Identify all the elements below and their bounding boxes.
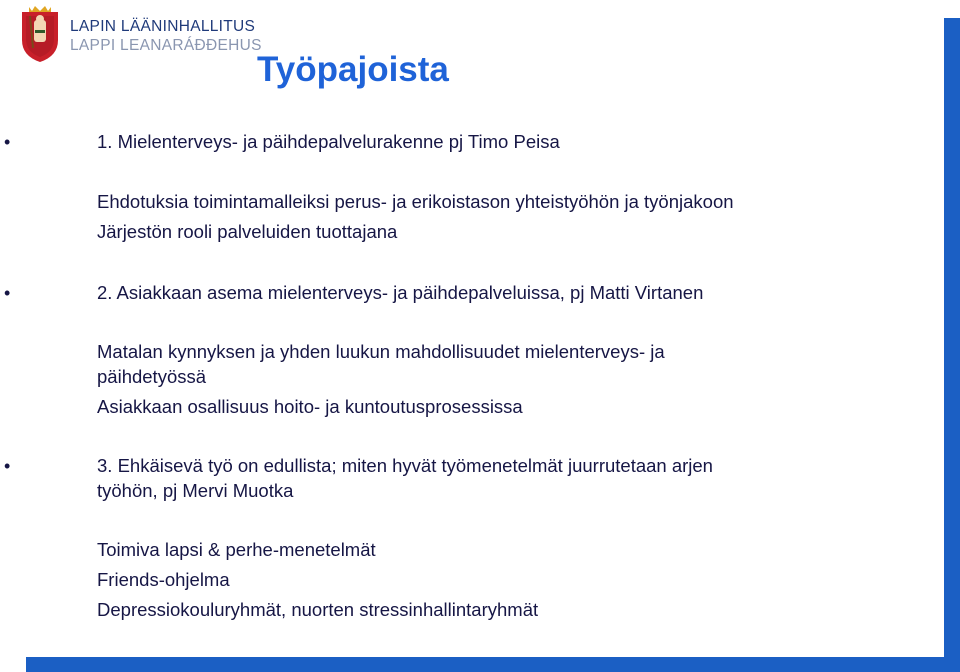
section-2-point: Matalan kynnyksen ja yhden luukun mahdollisuudet mielenterveys- ja (97, 341, 665, 362)
bullet-section-3: • (4, 456, 11, 476)
section-3-point: Depressiokouluryhmät, nuorten stressinhallintaryhmät (97, 599, 539, 620)
bottom-accent-bar (26, 657, 960, 672)
section-3-heading: 3. Ehkäisevä työ on edullista; miten hyvät työmenetelmät juurrutetaan arjen (97, 455, 713, 476)
bullet-section-2: • (4, 283, 11, 303)
coat-of-arms-icon (20, 4, 60, 64)
org-name-finnish: LAPIN LÄÄNINHALLITUS (70, 18, 256, 35)
organization-logo (20, 4, 260, 64)
slide-title: Työpajoista (257, 50, 449, 89)
bullet-section-1: • (4, 132, 11, 152)
section-1-heading: 1. Mielenterveys- ja päihdepalvelurakenne pj Timo Peisa (97, 131, 560, 152)
section-1-point: Ehdotuksia toimintamalleiksi perus- ja erikoistason yhteistyöhön ja työnjakoon (97, 191, 734, 212)
right-accent-bar (944, 18, 960, 672)
section-2-heading: 2. Asiakkaan asema mielenterveys- ja päihdepalveluissa, pj Matti Virtanen (97, 282, 704, 303)
section-3-point: Toimiva lapsi & perhe-menetelmät (97, 539, 376, 560)
section-3-point: Friends-ohjelma (97, 569, 230, 590)
org-name-sami: LAPPI LEANARÁÐĐEHUS (70, 37, 262, 54)
section-3-heading-continued: työhön, pj Mervi Muotka (97, 480, 294, 501)
section-1-point: Järjestön rooli palveluiden tuottajana (97, 221, 398, 242)
section-2-point: päihdetyössä (97, 366, 207, 387)
section-2-point: Asiakkaan osallisuus hoito- ja kuntoutusprosessissa (97, 396, 523, 417)
